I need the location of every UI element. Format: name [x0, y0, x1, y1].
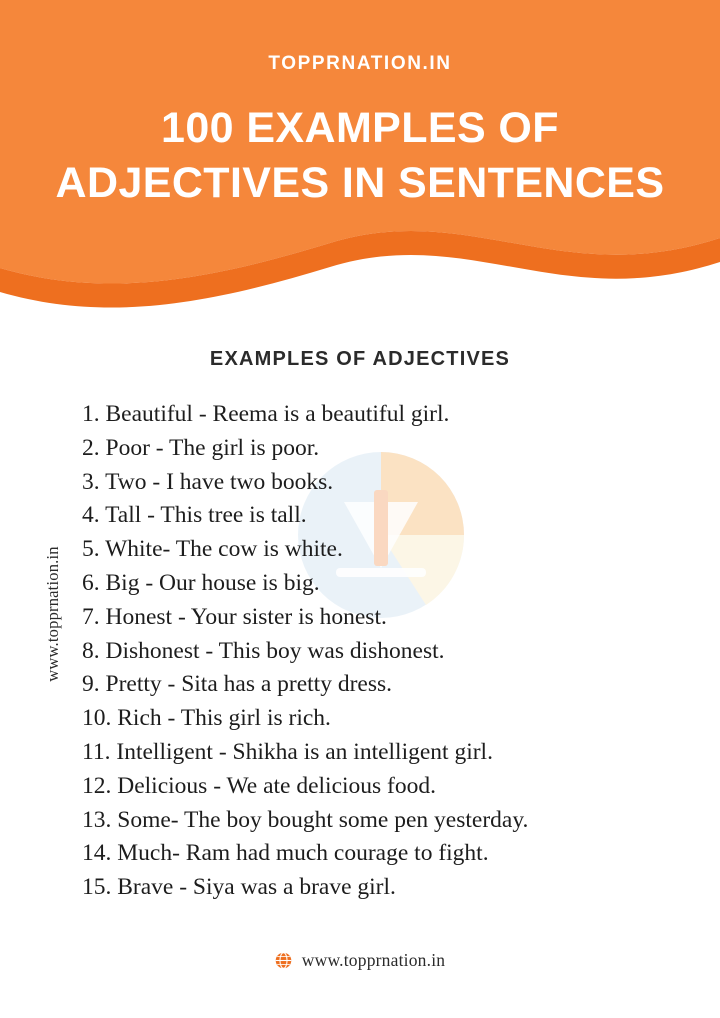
list-item: 10. Rich - This girl is rich.: [82, 705, 331, 732]
footer-url: www.topprnation.in: [301, 950, 446, 970]
list-item: 7. Honest - Your sister is honest.: [82, 603, 387, 630]
list-item: 12. Delicious - We ate delicious food.: [82, 772, 437, 799]
list-item: 4. Tall - This tree is tall.: [82, 502, 307, 529]
header-banner: [0, 0, 720, 320]
section-heading: EXAMPLES OF ADJECTIVES: [209, 348, 511, 370]
list-item: 14. Much- Ram had much courage to fight.: [82, 840, 489, 867]
adjective-list: [0, 398, 720, 905]
list-item: 13. Some- The boy bought some pen yesterday.: [82, 806, 529, 833]
page-title-line-2: ADJECTIVES IN SENTENCES: [55, 159, 665, 208]
list-item: 1. Beautiful - Reema is a beautiful girl.: [82, 401, 450, 427]
list-item: 8. Dishonest - This boy was dishonest.: [82, 637, 445, 664]
footer: [0, 950, 720, 971]
list-item: 11. Intelligent - Shikha is an intelligent girl.: [82, 738, 493, 765]
list-item: 15. Brave - Siya was a brave girl.: [82, 874, 396, 901]
side-watermark-url: www.topprnation.in: [43, 546, 62, 682]
list-item: 6. Big - Our house is big.: [82, 569, 320, 596]
list-item: 5. White- The cow is white.: [82, 536, 343, 563]
page-title: [0, 101, 720, 211]
globe-icon: [275, 952, 292, 969]
list-item: 2. Poor - The girl is poor.: [82, 434, 320, 461]
brand-name: TOPPRNATION.IN: [268, 53, 452, 74]
list-item: 3. Two - I have two books.: [82, 468, 334, 495]
header-text-block: [0, 0, 720, 250]
list-item: 9. Pretty - Sita has a pretty dress.: [82, 671, 393, 698]
page-title-line-1: 100 EXAMPLES OF: [161, 104, 559, 152]
